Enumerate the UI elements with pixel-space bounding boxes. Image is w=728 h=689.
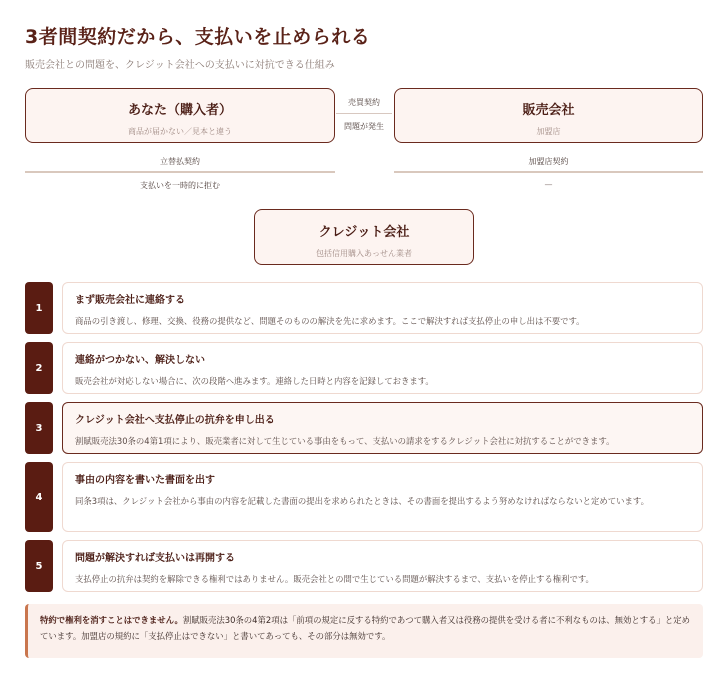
party-seller-name: 販売会社 xyxy=(522,103,575,118)
page-title: 3者間契約だから、支払いを止められる xyxy=(25,26,371,48)
step-card xyxy=(62,342,703,394)
step-title: 問題が解決すれば支払いは再開する xyxy=(75,553,235,564)
party-credit-desc: 包括信用購入あっせん業者 xyxy=(316,249,412,258)
step-3 xyxy=(25,402,703,454)
step-number: 4 xyxy=(25,462,53,532)
step-4 xyxy=(25,462,703,532)
left-contract-note: 支払いを一時的に拒む xyxy=(140,181,220,190)
step-1 xyxy=(25,282,703,334)
note-lead: 特約で権利を消すことはできません。 xyxy=(40,615,183,625)
step-title: 連絡がつかない、解決しない xyxy=(75,355,205,366)
step-title: まず販売会社に連絡する xyxy=(75,295,185,306)
relation-divider xyxy=(336,113,392,114)
step-number: 1 xyxy=(25,282,53,334)
step-desc: 割賦販売法30条の4第1項により、販売業者に対して生じている事由をもって、支払いの請求をするクレジット会社に対抗することができます。 xyxy=(75,436,615,446)
relation-problem: 問題が発生 xyxy=(344,122,384,131)
step-card xyxy=(62,402,703,454)
party-credit-name: クレジット会社 xyxy=(318,225,410,240)
right-contract-note: — xyxy=(544,180,553,189)
party-buyer-name: あなた（購入者） xyxy=(127,103,232,118)
right-contract-label: 加盟店契約 xyxy=(528,157,569,166)
step-title: クレジット会社へ支払停止の抗弁を申し出る xyxy=(75,415,275,426)
step-5 xyxy=(25,540,703,592)
party-buyer-desc: 商品が届かない／見本と違う xyxy=(128,127,232,136)
step-card xyxy=(62,462,703,532)
step-title: 事由の内容を書いた書面を出す xyxy=(75,475,215,486)
step-number: 2 xyxy=(25,342,53,394)
party-buyer xyxy=(25,88,335,143)
party-seller-desc: 加盟店 xyxy=(536,127,561,136)
left-contract-line xyxy=(25,171,335,173)
right-contract-line xyxy=(394,171,703,173)
step-number: 5 xyxy=(25,540,53,592)
step-number: 3 xyxy=(25,402,53,454)
party-credit-company xyxy=(254,209,474,265)
step-desc: 販売会社が対応しない場合に、次の段階へ進みます。連絡した日時と内容を記録しておきます。 xyxy=(75,376,434,386)
relation-sales-contract: 売買契約 xyxy=(348,98,380,107)
step-desc: 支払停止の抗弁は契約を解除できる権利ではありません。販売会社との間で生じている問題が解決するまで、支払いを停止する権利です。 xyxy=(75,574,594,584)
step-card xyxy=(62,282,703,334)
left-contract-label: 立替払契約 xyxy=(160,157,200,166)
party-seller xyxy=(394,88,703,143)
step-desc: 商品の引き渡し、修理、交換、役務の提供など、問題そのものの解決を先に求めます。ここで解決すれば支払停止の申し出は不要です。 xyxy=(75,316,585,326)
page-subtitle: 販売会社との問題を、クレジット会社への支払いに対抗できる仕組み xyxy=(25,60,335,71)
step-card xyxy=(62,540,703,592)
note-body: 割賦販売法30条の4第2項は「前項の規定に反する特約であつて購入者又は役務の提供を受ける者に不利なものは、無効とする」と定めています。加盟店の規約に「支払停止はできない」と書いてあっても、その部分は無効です。 xyxy=(40,615,690,641)
step-2 xyxy=(25,342,703,394)
step-desc: 同条3項は、クレジット会社から事由の内容を記載した書面の提出を求められたときは、その書面を提出するよう努めなければならないと定めています。 xyxy=(75,496,649,506)
special-clause-note xyxy=(25,604,703,658)
